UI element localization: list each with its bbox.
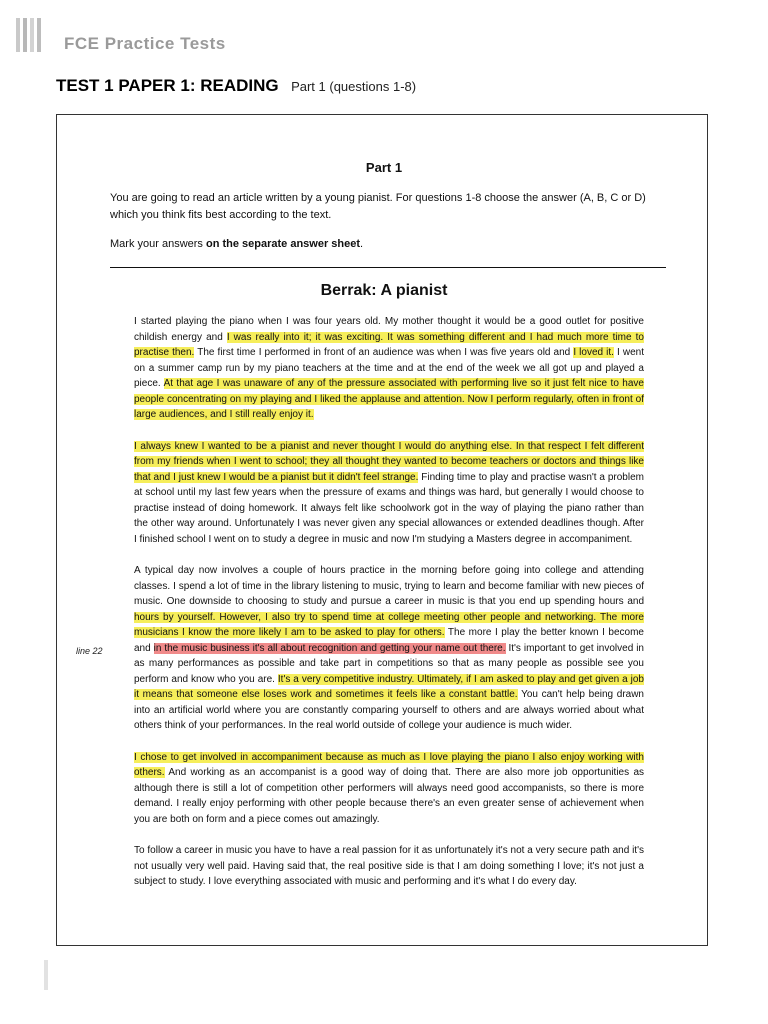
- logo-bar: [37, 18, 41, 52]
- highlight-yellow: It's a very competitive industry. Ultimately, if I am asked to play and get given a job it means that someone else loses work and sometimes it feels like a constant battle.: [134, 673, 644, 700]
- instruction-text: Mark your answers: [110, 238, 206, 250]
- highlight-red: in the music business it's all about recognition and getting your name out there.: [153, 642, 506, 654]
- text-run: And working as an accompanist is a good way of doing that. There are also more job opportunities as although there is still a lot of competition other performers will always need good accompanists, so there is more demand. I really enjoy performing with other people because there's an even greater sense of achievement when you are both on form and a piece comes out amazingly.: [134, 767, 644, 825]
- instruction-emphasis: on the separate answer sheet: [205, 238, 361, 250]
- logo-bar: [16, 18, 20, 52]
- test-label: TEST 1 PAPER 1: READING: [56, 76, 279, 95]
- highlight-yellow: At that age I was unaware of any of the pressure associated with performing live so it just felt nice to have people concentrating on my playing and I liked the applause and attention. Now I perform regularly, often in front of large audiences, and I still really enjoy it.: [134, 378, 644, 420]
- text-run: It's important to get involved in as many performances as possible and take part in competitions so that as many people as possible see you perform and know who you are.: [134, 642, 644, 685]
- part-title: Part 1: [365, 160, 403, 175]
- article-title: Berrak: A pianist: [320, 282, 448, 299]
- article-paragraph-3: [134, 563, 644, 734]
- book-logo-bars: [16, 18, 41, 52]
- text-run: To follow a career in music you have to have a real passion for it as unfortunately it's not a very secure path and it's not usually very well paid. Having said that, the real positive side is that I am doing something I love; it's not just a subject to study. I love everything associated with music and performing and it's what I do every day.: [134, 845, 644, 887]
- series-title: FCE Practice Tests: [64, 34, 226, 53]
- text-run: You can't help being drawn into an artificial world where you are constantly comparing yourself to others and are always worried about what others think of your performances. In the real world outside of college your audience is much wider.: [134, 689, 644, 731]
- page-edge-mark: [44, 960, 48, 990]
- instruction-end: .: [360, 238, 364, 250]
- highlight-yellow: I chose to get involved in accompaniment because as much as I love playing the piano I also enjoy working with others.: [134, 751, 644, 778]
- part-range: Part 1 (questions 1-8): [291, 79, 417, 94]
- logo-bar: [23, 18, 27, 52]
- highlight-yellow: hours by yourself. However, I also try to spend time at college meeting other people and networking. The more musicians I know the more likely I am to be asked to play for others.: [134, 611, 644, 638]
- highlight-yellow: I was really into it; it was exciting. It was something different and I had much more time to practise then.: [134, 331, 644, 358]
- instructions-paragraph: You are going to read an article written by a young pianist. For questions 1-8 choose the answer (A, B, C or D) which you think fits best according to the text.: [110, 192, 646, 221]
- text-run: A typical day now involves a couple of hours practice in the morning before going into college and attending classes. I spend a lot of time in the library listening to music, trying to learn and become familiar with new pieces of music. One downside to choosing to study and pursue a career in music is that you end up spending hours and: [134, 565, 644, 607]
- text-run: The more I play the better known I become and: [134, 627, 644, 654]
- article-body: [134, 314, 644, 906]
- article-paragraph-4: [134, 750, 644, 828]
- line-marker: line 22: [76, 646, 103, 656]
- article-paragraph-1: [134, 314, 644, 423]
- test-heading: [56, 76, 416, 96]
- answer-sheet-instruction: [110, 236, 658, 253]
- logo-bar: [30, 18, 34, 52]
- divider-line: [110, 267, 666, 268]
- text-run: I started playing the piano when I was four years old. My mother thought it would be a good outlet for positive childish energy and: [134, 316, 644, 343]
- highlight-yellow: I loved it.: [573, 347, 614, 358]
- text-run: Finding time to play and practise wasn't a problem at school until my last few years when the pressure of exams and things was hard, but generally I would choose to practise instead of doing homework. It always felt like schoolwork got in the way of playing the piano rather than the other way around. Unfortunately I was never given any special allowances or extended deadlines though. After I finished school I went on to study a degree in music and now I'm studying a Masters degree in accompaniment.: [134, 471, 644, 545]
- text-run: I went on a summer camp run by my piano teachers at the time and at the end of the week we all got up and played a piece.: [134, 347, 644, 389]
- article-paragraph-2: [134, 439, 644, 548]
- text-run: The first time I performed in front of an audience was when I was five years old and: [194, 347, 574, 358]
- article-paragraph-5: [134, 843, 644, 890]
- highlight-yellow: I always knew I wanted to be a pianist and never thought I would do anything else. In that respect I felt different from my friends when I went to school; they all thought they wanted to become teachers or doctors and things like that and I just knew I would be a pianist but it didn't feel strange.: [134, 440, 644, 483]
